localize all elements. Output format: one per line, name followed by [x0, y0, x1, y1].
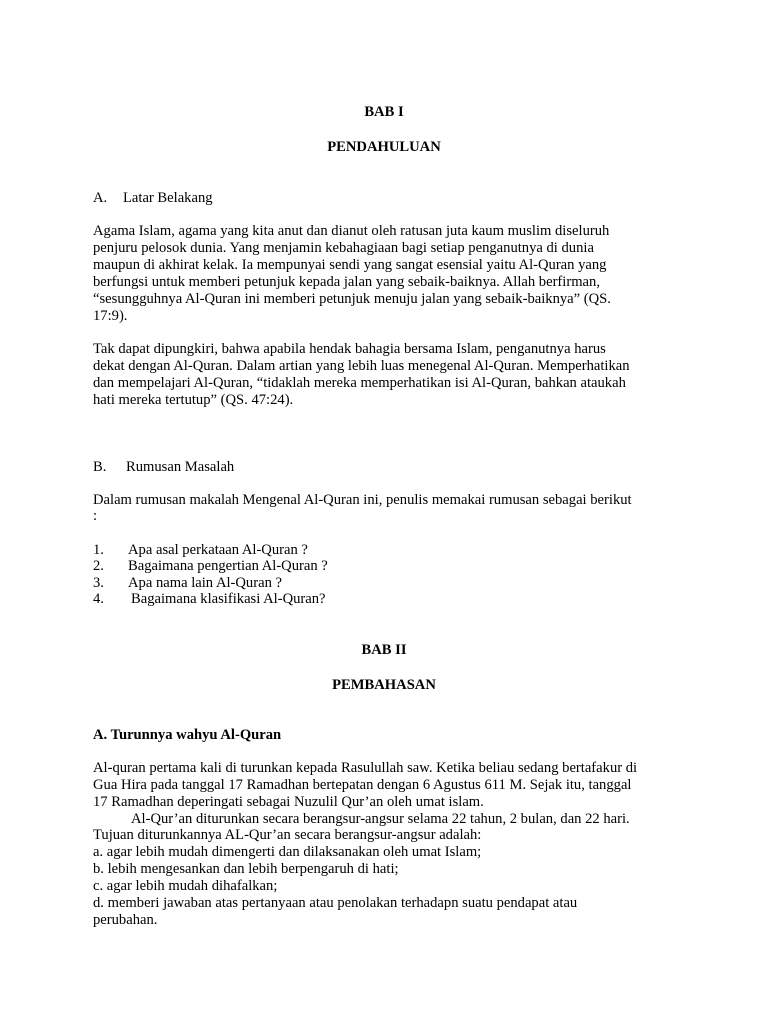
paragraph-line: dekat dengan Al-Quran. Dalam artian yang lebih luas menegenal Al-Quran. Memperhatikan — [93, 358, 630, 374]
chapter-subtitle: PENDAHULUAN — [327, 139, 441, 155]
chapter-subtitle: PEMBAHASAN — [332, 677, 436, 693]
list-text: Apa asal perkataan Al-Quran ? — [128, 542, 308, 558]
paragraph-line: penjuru pelosok dunia. Yang menjamin kebahagiaan bagi setiap penganutnya di dunia — [93, 240, 594, 256]
paragraph-line: d. memberi jawaban atas pertanyaan atau penolakan terhadapn suatu pendapat atau — [93, 895, 578, 911]
paragraph-line: “sesungguhnya Al-Quran ini memberi petunjuk menuju jalan yang sebaik-baiknya” (QS. — [93, 291, 611, 307]
paragraph-line: perubahan. — [93, 912, 158, 928]
section-heading-text: Rumusan Masalah — [126, 459, 235, 475]
chapter-title: BAB II — [361, 642, 407, 658]
paragraph-line: Al-quran pertama kali di turunkan kepada Rasulullah saw. Ketika beliau sedang bertafakur di — [93, 760, 638, 776]
paragraph-line: maupun di akhirat kelak. Ia mempunyai sendi yang sangat esensial yaitu Al-Quran yang — [93, 257, 607, 273]
paragraph-line: Gua Hira pada tanggal 17 Ramadhan bertepatan dengan 6 Agustus 611 M. Sejak itu, tanggal — [93, 777, 632, 793]
paragraph-line: dan mempelajari Al-Quran, “tidaklah mereka memperhatikan isi Al-Quran, bahkan ataukah — [93, 375, 626, 391]
paragraph-line: Tujuan diturunkannya AL-Qur’an secara berangsur-angsur adalah: — [93, 827, 482, 843]
chapter-title: BAB I — [364, 104, 404, 120]
paragraph-line: berfungsi untuk memberi petunjuk kepada jalan yang sebaik-baiknya. Allah berfirman, — [93, 274, 600, 290]
section-heading-text: Latar Belakang — [123, 190, 213, 206]
paragraph-line: : — [93, 508, 98, 524]
paragraph-line: c. agar lebih mudah dihafalkan; — [93, 878, 278, 894]
paragraph-line: Tak dapat dipungkiri, bahwa apabila hendak bahagia bersama Islam, penganutnya harus — [93, 341, 606, 357]
list-text: Bagaimana klasifikasi Al-Quran? — [131, 591, 326, 607]
section-marker: A. — [93, 190, 108, 206]
paragraph-line: Al-Qur’an diturunkan secara berangsur-angsur selama 22 tahun, 2 bulan, dan 22 hari. — [131, 811, 630, 827]
section-heading-turunnya-wahyu: A. Turunnya wahyu Al-Quran — [93, 727, 282, 743]
paragraph-line: b. lebih mengesankan dan lebih berpengaruh di hati; — [93, 861, 399, 877]
paragraph-line: 17:9). — [93, 308, 128, 324]
paragraph-line: a. agar lebih mudah dimengerti dan dilaksanakan oleh umat Islam; — [93, 844, 482, 860]
section-marker: B. — [93, 459, 107, 475]
list-text: Bagaimana pengertian Al-Quran ? — [128, 558, 328, 574]
paragraph-line: Agama Islam, agama yang kita anut dan dianut oleh ratusan juta kaum muslim diseluruh — [93, 223, 610, 239]
paragraph-line: hati mereka tertutup” (QS. 47:24). — [93, 392, 294, 408]
list-number: 1. — [93, 542, 104, 558]
paragraph-line: 17 Ramadhan deperingati sebagai Nuzulil Qur’an oleh umat islam. — [93, 794, 484, 810]
list-number: 2. — [93, 558, 104, 574]
list-text: Apa nama lain Al-Quran ? — [128, 575, 282, 591]
paragraph-line: Dalam rumusan makalah Mengenal Al-Quran ini, penulis memakai rumusan sebagai berikut — [93, 492, 632, 508]
list-number: 3. — [93, 575, 104, 591]
list-number: 4. — [93, 591, 104, 607]
